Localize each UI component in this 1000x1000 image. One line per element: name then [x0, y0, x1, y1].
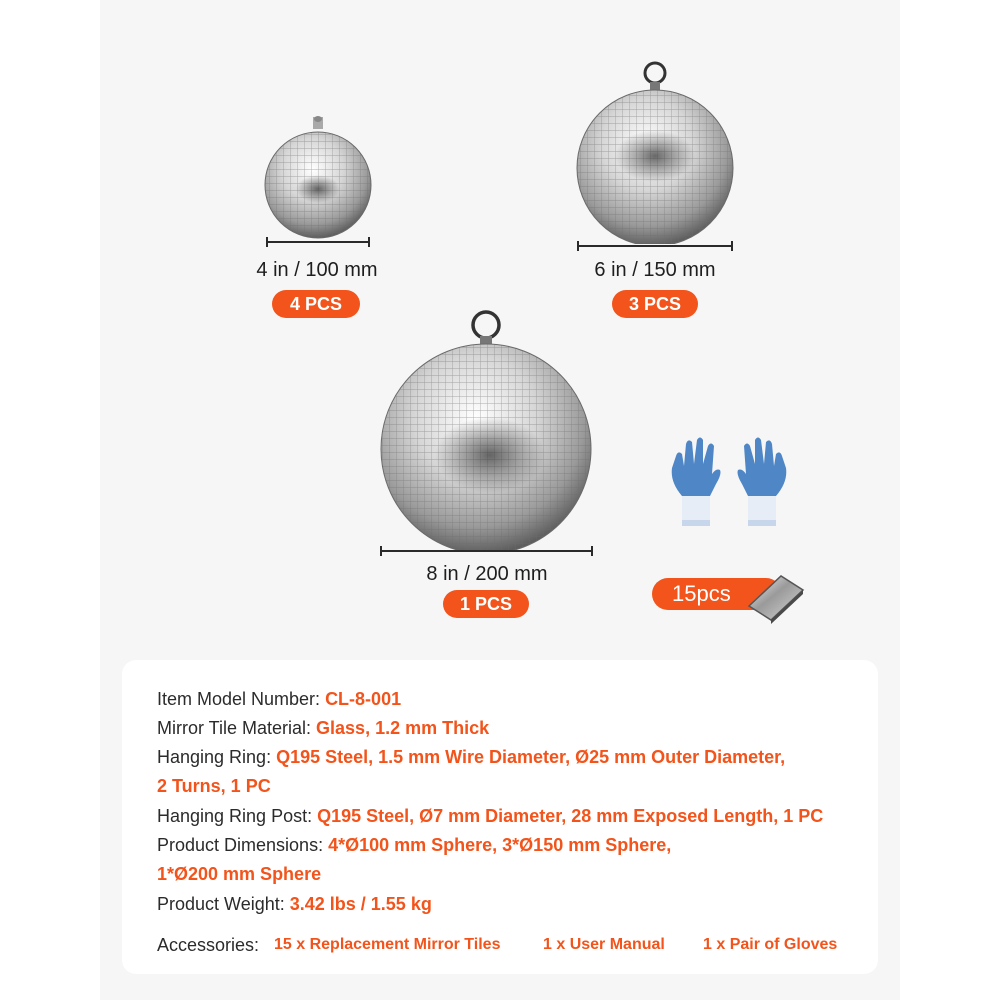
spec-ring: Hanging Ring: Q195 Steel, 1.5 mm Wire Diameter, Ø25 mm Outer Diameter,: [157, 747, 786, 767]
spec-material: Mirror Tile Material: Glass, 1.2 mm Thick: [157, 718, 490, 738]
qty-badge-3pcs: 3 PCS: [612, 290, 698, 318]
dimension-line: [380, 550, 593, 552]
spec-model: Item Model Number: CL-8-001: [157, 689, 402, 709]
size-label-8in: 8 in / 200 mm: [426, 563, 548, 585]
specs-card: [122, 660, 878, 974]
mirror-tile-icon: [745, 572, 805, 624]
dimension-line: [577, 245, 733, 247]
gloves-icon: [664, 434, 794, 534]
qty-badge-4pcs: 4 PCS: [272, 290, 360, 318]
spec-accessories-label: Accessories:: [157, 935, 260, 955]
spec-dimensions: Product Dimensions: 4*Ø100 mm Sphere, 3*Ø150 mm Sphere,: [157, 835, 672, 855]
mirror-ball-icon: [573, 60, 737, 244]
mirror-ball-icon: [375, 305, 597, 550]
accessory-item: 1 x Pair of Gloves: [703, 936, 838, 953]
spec-post: Hanging Ring Post: Q195 Steel, Ø7 mm Diameter, 28 mm Exposed Length, 1 PC: [157, 806, 824, 826]
spec-dimensions-continued: 1*Ø200 mm Sphere: [157, 864, 322, 884]
qty-badge-15pcs: 15pcs: [652, 578, 782, 610]
qty-badge-1pcs: 1 PCS: [443, 590, 529, 618]
spec-weight: Product Weight: 3.42 lbs / 1.55 kg: [157, 894, 432, 914]
accessory-item: 1 x User Manual: [543, 936, 665, 953]
dimension-line: [266, 241, 370, 243]
mirror-ball-icon: [262, 113, 374, 241]
spec-ring-continued: 2 Turns, 1 PC: [157, 776, 271, 796]
size-label-6in: 6 in / 150 mm: [594, 259, 716, 281]
size-label-4in: 4 in / 100 mm: [256, 259, 378, 281]
accessory-item: 15 x Replacement Mirror Tiles: [274, 936, 501, 953]
